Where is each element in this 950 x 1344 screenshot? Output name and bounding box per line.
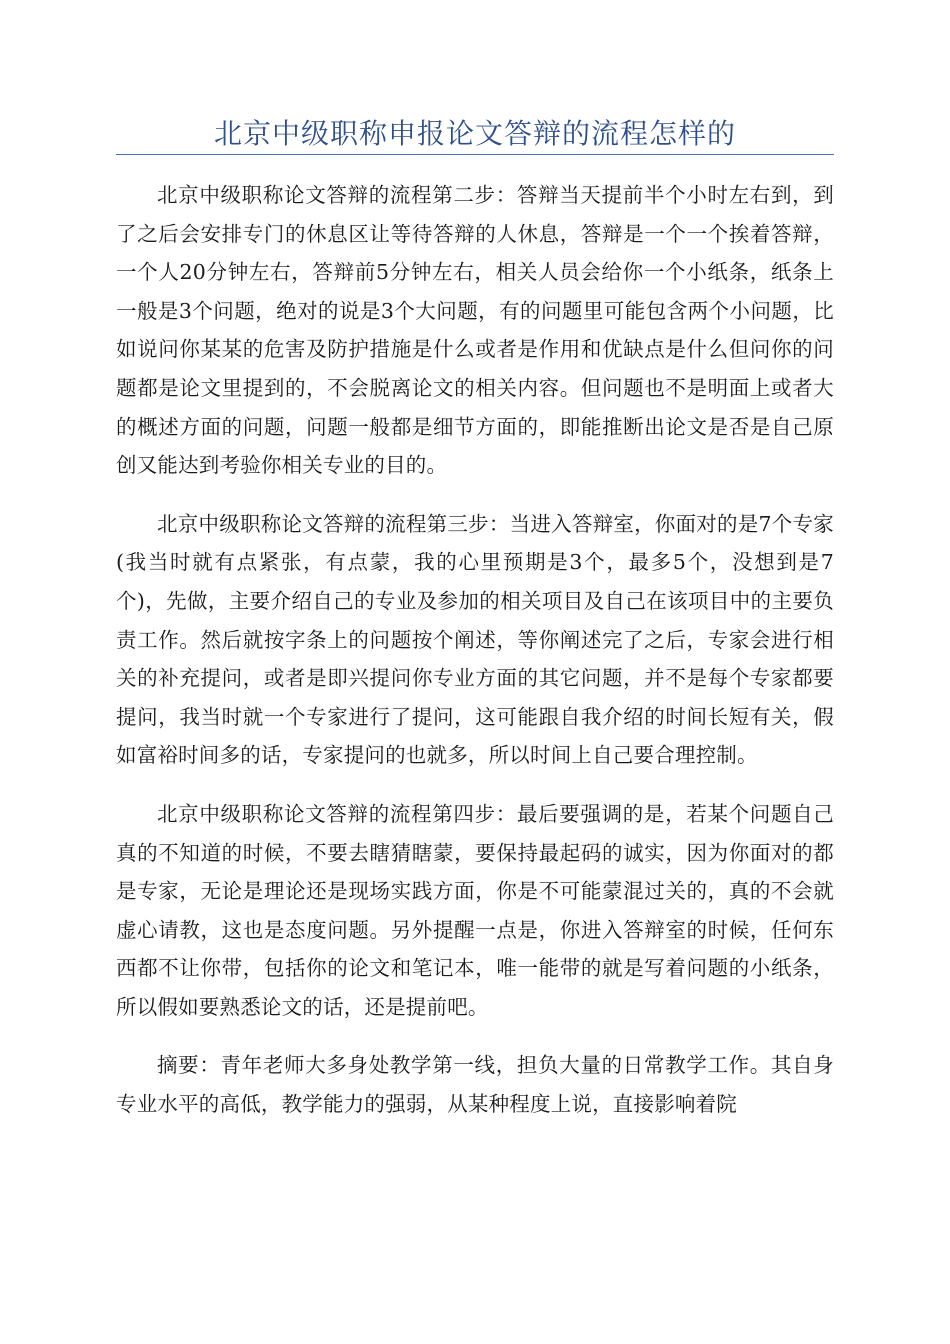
paragraph-abstract: 摘要：青年老师大多身处教学第一线，担负大量的日常教学工作。其自身专业水平的高低，教学能力的强弱，从某种程度上说，直接影响着院 <box>116 1053 834 1117</box>
document-body <box>116 176 834 1144</box>
paragraph-step-four: 北京中级职称论文答辩的流程第四步：最后要强调的是，若某个问题自己真的不知道的时候，不要去瞎猜瞎蒙，要保持最起码的诚实，因为你面对的都是专家，无论是理论还是现场实践方面，你是不可能蒙混过关的，真的不会就虚心请教，这也是态度问题。另外提醒一点是，你进入答辩室的时候，任何东西都不让你带，包括你的论文和笔记本，唯一能带的就是写着问题的小纸条，所以假如要熟悉论文的话，还是提前吧。 <box>116 801 834 1019</box>
title-underline <box>116 154 834 155</box>
paragraph-step-two: 北京中级职称论文答辩的流程第二步：答辩当天提前半个小时左右到，到了之后会安排专门的休息区让等待答辩的人休息，答辩是一个一个挨着答辩，一个人20分钟左右，答辩前5分钟左右，相关人员会给你一个小纸条，纸条上一般是3个问题，绝对的说是3个大问题，有的问题里可能包含两个小问题，比如说问你某某的危害及防护措施是什么或者是作用和优缺点是什么但问你的问题都是论文里提到的，不会脱离论文的相关内容。但问题也不是明面上或者大的概述方面的问题，问题一般都是细节方面的，即能推断出论文是否是自己原创又能达到考验你相关专业的目的。 <box>116 183 834 478</box>
document-title: 北京中级职称申报论文答辩的流程怎样的 <box>213 117 736 150</box>
paragraph-step-three: 北京中级职称论文答辩的流程第三步：当进入答辩室，你面对的是7个专家(我当时就有点紧张，有点蒙，我的心里预期是3个，最多5个，没想到是7个)，先做，主要介绍自己的专业及参加的相关项目及自己在该项目中的主要负责工作。然后就按字条上的问题按个阐述，等你阐述完了之后，专家会进行相关的补充提问，或者是即兴提问你专业方面的其它问题，并不是每个专家都要提问，我当时就一个专家进行了提问，这可能跟自我介绍的时间长短有关，假如富裕时间多的话，专家提问的也就多，所以时间上自己要合理控制。 <box>116 511 834 768</box>
